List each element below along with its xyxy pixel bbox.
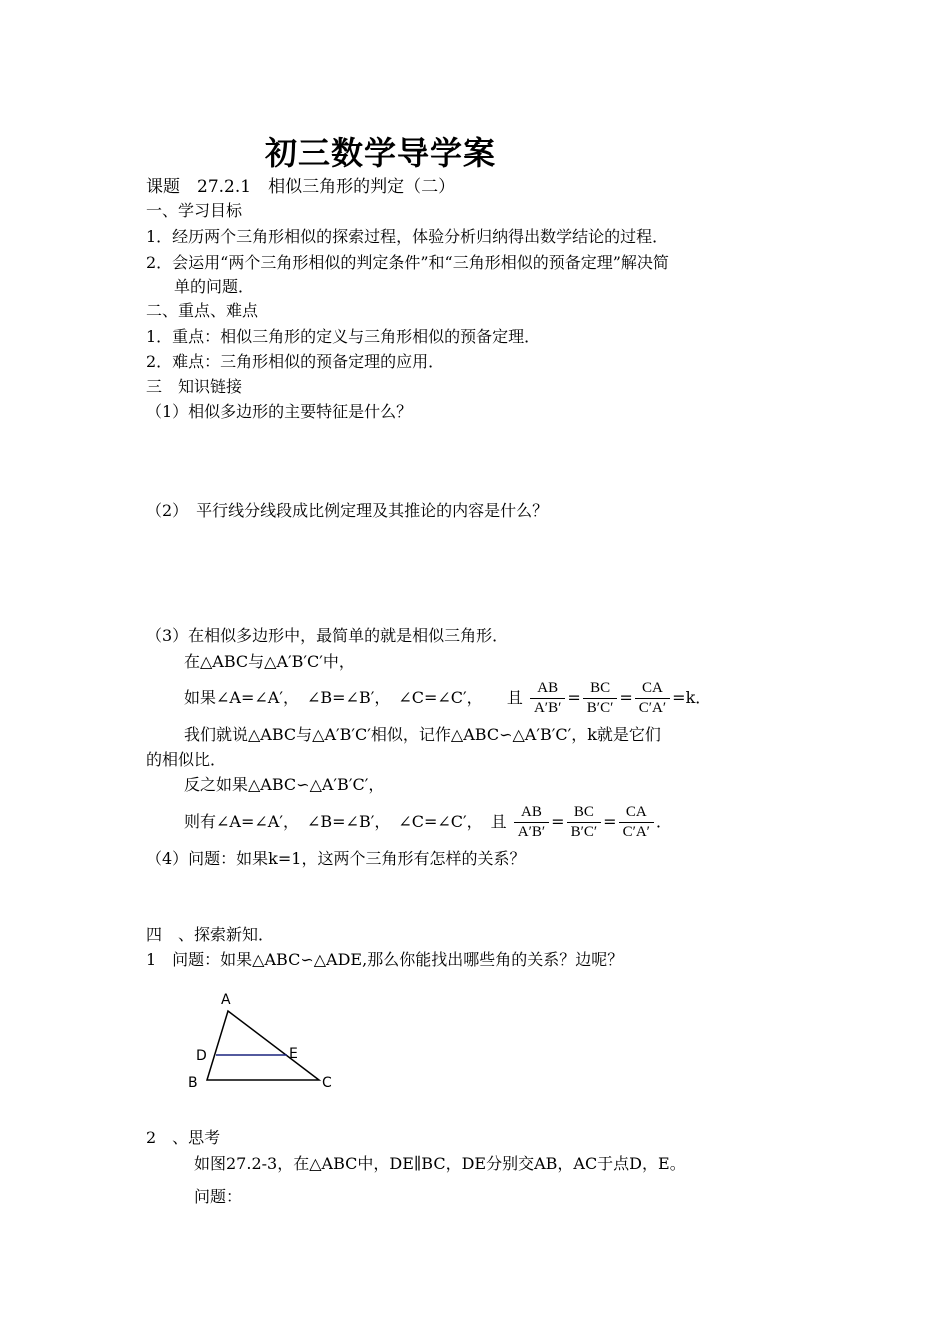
objective-1: 1．经历两个三角形相似的探索过程，体验分析归纳得出数学结论的过程． <box>146 227 669 246</box>
label-e: E <box>289 1046 298 1062</box>
page-title: 初三数学导学案 <box>265 134 497 172</box>
label-d: D <box>196 1048 207 1064</box>
ratio-ca: $\frac{CA}{C'A'}$ <box>635 680 670 717</box>
section-2-heading: 二、重点、难点 <box>146 301 259 320</box>
definition-condition: 如果∠A=∠A′， ∠B=∠B′， ∠C=∠C′， 且 $\frac{AB}{A'B'}$ = $\frac{BC}{B'C'}$ = $\frac{CA}{C'A'}$ =k． <box>184 680 712 716</box>
definition-line-1: 我们就说△ABC与△A′B′C′相似，记作△ABC∽△A′B′C′，k就是它们 <box>184 725 661 744</box>
label-b: B <box>188 1075 198 1091</box>
converse-line: 反之如果△ABC∽△A′B′C′， <box>184 775 385 794</box>
explore-question-2: 2 、思考 <box>146 1128 221 1147</box>
explore-question-1: 1 问题：如果△ABC∽△ADE,那么你能找出哪些角的关系？边呢？ <box>146 950 624 969</box>
ratio-bc-2: $\frac{BC}{B'C'}$ <box>567 804 602 841</box>
ratio-k: =k． <box>672 688 712 707</box>
question-label: 问题： <box>194 1187 243 1206</box>
and-word: 且 <box>506 688 523 707</box>
ratio-ca-2: $\frac{CA}{C'A'}$ <box>619 804 654 841</box>
ratio-ab: $\frac{AB}{A'B'}$ <box>530 680 565 717</box>
section-3-heading: 三 知识链接 <box>146 377 243 396</box>
triangle-intro: 在△ABC与△A′B′C′中， <box>184 652 355 671</box>
label-a: A <box>221 992 231 1008</box>
question-1: （1）相似多边形的主要特征是什么？ <box>146 402 413 421</box>
difficulty: 2．难点：三角形相似的预备定理的应用． <box>146 352 445 371</box>
section-4-heading: 四 、探索新知． <box>146 925 275 944</box>
question-3: （3）在相似多边形中，最简单的就是相似三角形． <box>146 626 509 645</box>
figure-description: 如图27.2-3，在△ABC中，DE∥BC，DE分别交AB，AC于点D，E。 <box>194 1154 686 1173</box>
section-1-heading: 一、学习目标 <box>146 201 243 220</box>
question-2: （2） 平行线分线段成比例定理及其推论的内容是什么？ <box>146 501 549 520</box>
definition-line-2: 的相似比． <box>146 750 227 769</box>
converse-angles: 则有∠A=∠A′， ∠B=∠B′， ∠C=∠C′， 且 <box>184 812 507 831</box>
converse-result: 则有∠A=∠A′， ∠B=∠B′， ∠C=∠C′， 且 $\frac{AB}{A'B'}$ = $\frac{BC}{B'C'}$ = $\frac{CA}{C'A'}$ ． <box>184 804 672 840</box>
triangle-figure <box>185 988 345 1093</box>
ratio-bc: $\frac{BC}{B'C'}$ <box>583 680 618 717</box>
objective-2-cont: 单的问题． <box>174 277 255 296</box>
label-c: C <box>322 1075 332 1091</box>
objective-2: 2．会运用“两个三角形相似的判定条件”和“三角形相似的预备定理”解决简 <box>146 253 669 272</box>
question-4: （4）问题：如果k=1，这两个三角形有怎样的关系？ <box>146 849 526 868</box>
triangle-abc <box>207 1011 319 1080</box>
ratio-ab-2: $\frac{AB}{A'B'}$ <box>514 804 549 841</box>
key-point: 1．重点：相似三角形的定义与三角形相似的预备定理． <box>146 327 541 346</box>
angle-condition: 如果∠A=∠A′， ∠B=∠B′， ∠C=∠C′， <box>184 688 483 707</box>
lesson-line: 课题 27.2.1 相似三角形的判定（二） <box>146 177 456 197</box>
